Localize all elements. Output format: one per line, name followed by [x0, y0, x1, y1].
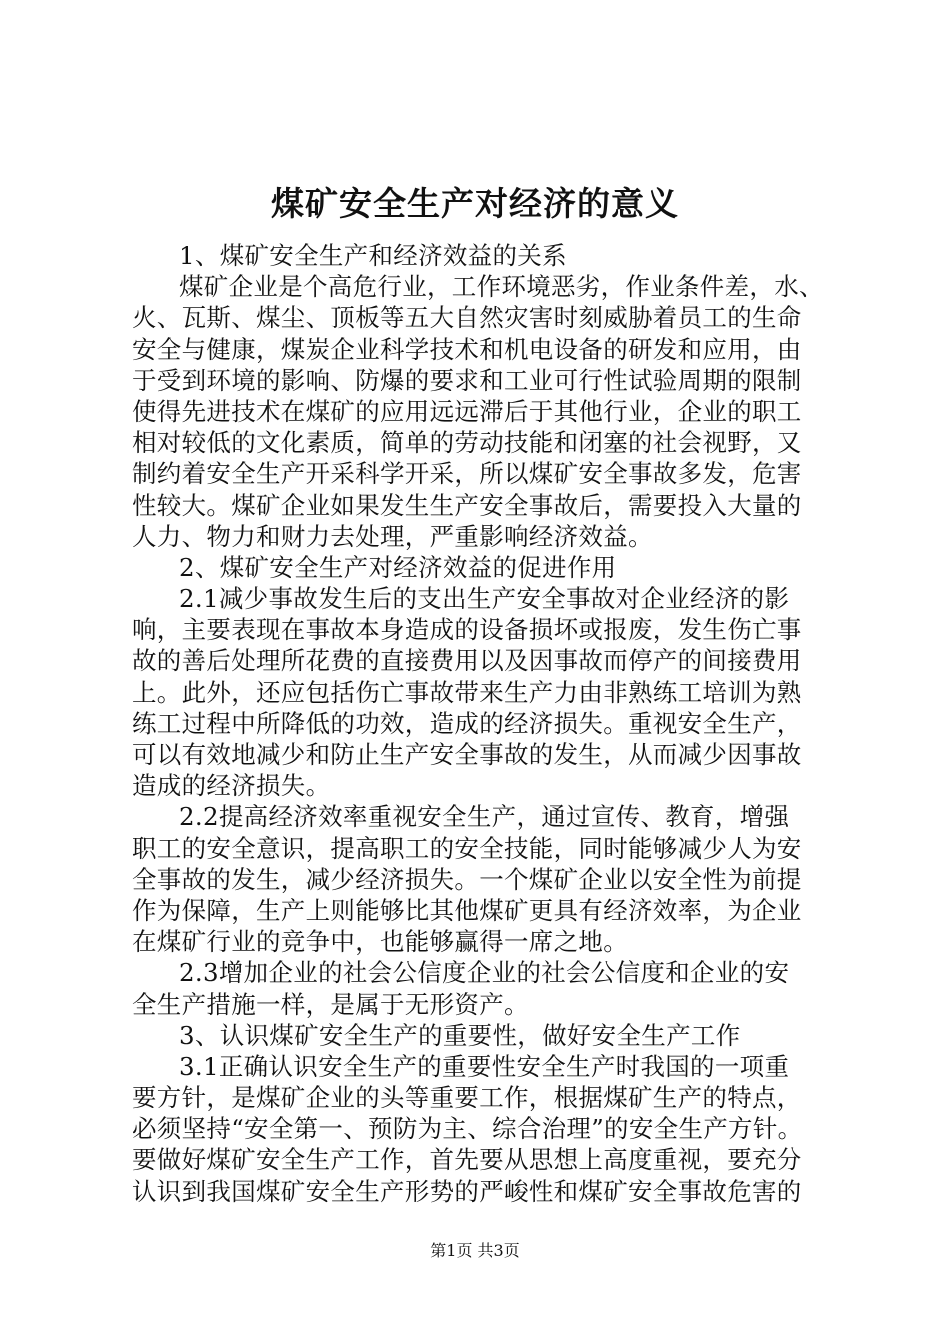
- text-line: 故的善后处理所花费的直接费用以及因事故而停产的间接费用: [132, 646, 802, 676]
- text-line: 造成的经济损失。: [132, 771, 331, 801]
- text-line: 认识到我国煤矿安全生产形势的严峻性和煤矿安全事故危害的: [132, 1176, 802, 1206]
- text-line: 练工过程中所降低的功效，造成的经济损失。重视安全生产，: [132, 708, 802, 738]
- text-line: 要方针，是煤矿企业的头等重要工作，根据煤矿生产的特点，: [132, 1083, 802, 1113]
- text-line: 全事故的发生，减少经济损失。一个煤矿企业以安全性为前提: [132, 864, 802, 894]
- text-line: 响，主要表现在事故本身造成的设备损坏或报废，发生伤亡事: [132, 615, 802, 645]
- text-line: 全生产措施一样，是属于无形资产。: [132, 989, 529, 1019]
- text-line: 相对较低的文化素质，简单的劳动技能和闭塞的社会视野，又: [132, 428, 802, 458]
- text-line: 2、煤矿安全生产对经济效益的促进作用: [179, 552, 617, 582]
- text-line: 必须坚持“安全第一、预防为主、综合治理”的安全生产方针。: [132, 1114, 803, 1144]
- text-line: 人力、物力和财力去处理，严重影响经济效益。: [132, 521, 653, 551]
- text-line: 性较大。煤矿企业如果发生生产安全事故后，需要投入大量的: [132, 490, 802, 520]
- text-line: 于受到环境的影响、防爆的要求和工业可行性试验周期的限制: [132, 365, 802, 395]
- text-line: 安全与健康，煤炭企业科学技术和机电设备的研发和应用，由: [132, 334, 802, 364]
- text-line: 煤矿企业是个高危行业，工作环境恶劣，作业条件差，水、: [179, 272, 824, 302]
- document-body: [132, 240, 844, 1207]
- document-title: 煤矿安全生产对经济的意义: [271, 184, 679, 223]
- text-line: 2.3增加企业的社会公信度企业的社会公信度和企业的安: [179, 958, 790, 988]
- text-line: 使得先进技术在煤矿的应用远远滞后于其他行业，企业的职工: [132, 396, 802, 426]
- text-line: 制约着安全生产开采科学开采，所以煤矿安全事故多发，危害: [132, 459, 802, 489]
- text-line: 3.1正确认识安全生产的重要性安全生产时我国的一项重: [179, 1051, 790, 1081]
- text-line: 在煤矿行业的竞争中，也能够赢得一席之地。: [132, 927, 628, 957]
- text-line: 作为保障，生产上则能够比其他煤矿更具有经济效率，为企业: [132, 895, 802, 925]
- text-line: 2.2提高经济效率重视安全生产，通过宣传、教育，增强: [179, 802, 790, 832]
- text-line: 可以有效地减少和防止生产安全事故的发生，从而减少因事故: [132, 740, 802, 769]
- page-footer: 第1页 共3页: [430, 1241, 520, 1260]
- text-line: 3、认识煤矿安全生产的重要性，做好安全生产工作: [179, 1020, 741, 1050]
- text-line: 上。此外，还应包括伤亡事故带来生产力由非熟练工培训为熟: [132, 677, 802, 707]
- text-line: 要做好煤矿安全生产工作，首先要从思想上高度重视，要充分: [132, 1145, 802, 1175]
- text-line: 1、煤矿安全生产和经济效益的关系: [179, 241, 567, 270]
- text-line: 职工的安全意识，提高职工的安全技能，同时能够减少人为安: [132, 833, 802, 863]
- text-line: 2.1减少事故发生后的支出生产安全事故对企业经济的影: [179, 584, 790, 614]
- text-line: 火、瓦斯、煤尘、顶板等五大自然灾害时刻威胁着员工的生命: [132, 303, 802, 333]
